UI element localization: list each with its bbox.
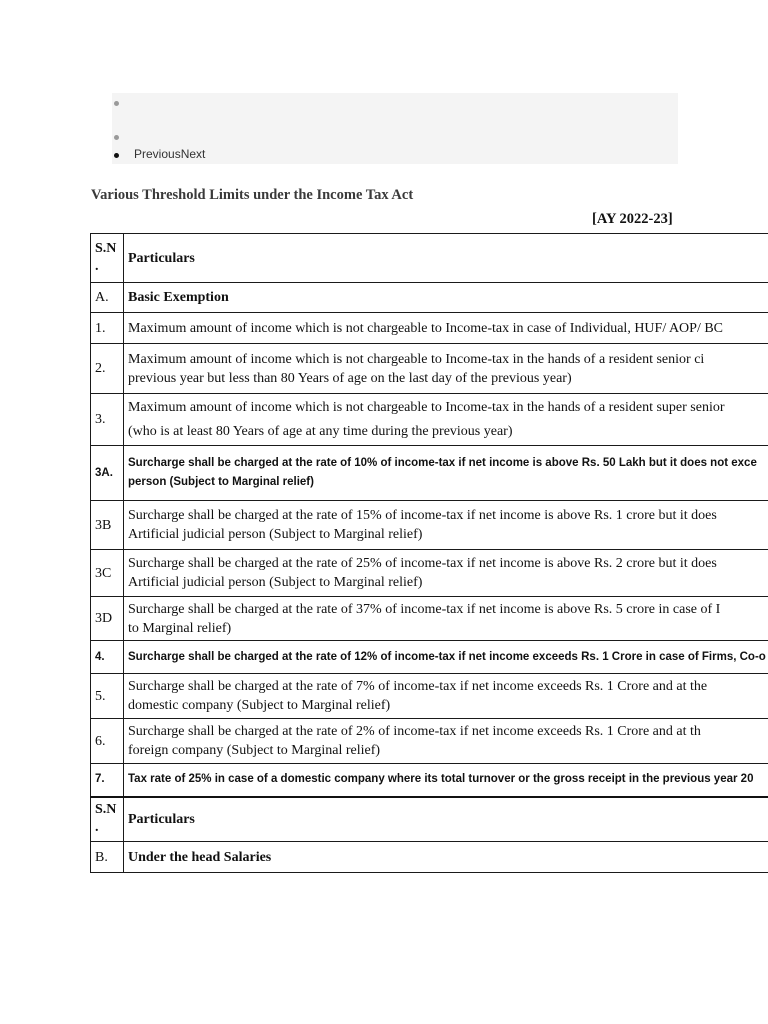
row-sn: 2.: [91, 344, 124, 394]
table-row: [91, 344, 768, 394]
threshold-table-body: [91, 234, 768, 873]
table-row: [91, 597, 768, 641]
row-text-continued: to Marginal relief): [128, 620, 232, 636]
table-row: [91, 797, 768, 842]
row-text-continued: person (Subject to Marginal relief): [128, 476, 314, 488]
assessment-year: [AY 2022-23]: [592, 211, 673, 227]
row-text: Surcharge shall be charged at the rate of 2% of income-tax if net income exceeds Rs. 1 Crore and at th: [128, 724, 701, 739]
table-row: [91, 283, 768, 313]
previous-button[interactable]: Previous: [134, 147, 181, 161]
row-sn: 3.: [91, 394, 124, 446]
slide-navigation: [112, 93, 678, 164]
row-text: Surcharge shall be charged at the rate of 15% of income-tax if net income is above Rs. 1 crore but it does: [128, 508, 717, 523]
row-sn: 5.: [91, 674, 124, 719]
row-text-continued: (who is at least 80 Years of age at any time during the previous year): [128, 424, 513, 439]
row-text-continued: Artificial judicial person (Subject to Marginal relief): [128, 575, 423, 590]
row-text: Tax rate of 25% in case of a domestic company where its total turnover or the gross receipt in the previous year 20: [128, 773, 754, 786]
row-particulars: [124, 597, 768, 641]
row-particulars: [124, 550, 768, 597]
row-text: Surcharge shall be charged at the rate of 37% of income-tax if net income is above Rs. 5 crore in case of I: [128, 601, 721, 617]
row-sn: 4.: [91, 641, 124, 674]
row-particulars: [124, 674, 768, 719]
table-row: [91, 394, 768, 446]
row-text: Surcharge shall be charged at the rate of 7% of income-tax if net income exceeds Rs. 1 Crore and at the: [128, 679, 708, 694]
row-text: Maximum amount of income which is not chargeable to Income-tax in case of Individual, HUF/ AOP/ BC: [128, 320, 724, 336]
table-row: [91, 842, 768, 873]
bullet-icon: [114, 135, 119, 140]
row-text: Basic Exemption: [128, 290, 229, 305]
row-sn: 3B: [91, 501, 124, 550]
row-text-continued: foreign company (Subject to Marginal relief): [128, 743, 381, 758]
table-row: [91, 550, 768, 597]
bullet-icon: [114, 101, 119, 106]
table-row: [91, 764, 768, 797]
row-sn: S.N .: [91, 234, 124, 283]
row-text-continued: domestic company (Subject to Marginal relief): [128, 698, 391, 713]
row-sn: B.: [91, 842, 124, 873]
row-particulars: [124, 764, 768, 797]
row-particulars: [124, 394, 768, 446]
table-row: [91, 234, 768, 283]
row-text: Surcharge shall be charged at the rate of 10% of income-tax if net income is above Rs. 50 Lakh but it does not exce: [128, 457, 757, 469]
row-particulars: [124, 344, 768, 394]
document-title: Various Threshold Limits under the Income Tax Act: [91, 187, 414, 203]
row-particulars: [124, 283, 768, 313]
threshold-table-wrapper: [90, 233, 768, 873]
row-text: Particulars: [128, 811, 195, 827]
table-row: [91, 501, 768, 550]
bullet-icon: [114, 153, 119, 158]
row-text-continued: Artificial judicial person (Subject to Marginal relief): [128, 527, 423, 542]
row-sn: S.N .: [91, 797, 124, 842]
row-text: Maximum amount of income which is not chargeable to Income-tax in the hands of a resident super senior: [128, 400, 725, 415]
row-sn: 1.: [91, 313, 124, 344]
row-sn: 7.: [91, 764, 124, 797]
row-text: Under the head Salaries: [128, 849, 272, 865]
row-sn: 6.: [91, 719, 124, 764]
row-particulars: [124, 501, 768, 550]
row-text: Surcharge shall be charged at the rate of 25% of income-tax if net income is above Rs. 2 crore but it does: [128, 556, 717, 571]
row-sn: A.: [91, 283, 124, 313]
row-text: Particulars: [128, 250, 195, 266]
row-sn: 3A.: [91, 446, 124, 501]
row-particulars: [124, 641, 768, 674]
row-sn: 3D: [91, 597, 124, 641]
row-sn: 3C: [91, 550, 124, 597]
row-particulars: [124, 446, 768, 501]
nav-links: [134, 147, 205, 161]
row-particulars: [124, 313, 768, 344]
threshold-table: [90, 233, 768, 873]
table-row: [91, 641, 768, 674]
row-particulars: [124, 719, 768, 764]
row-text: Maximum amount of income which is not chargeable to Income-tax in the hands of a resident senior ci: [128, 351, 705, 367]
row-particulars: [124, 797, 768, 842]
row-particulars: [124, 234, 768, 283]
table-row: [91, 719, 768, 764]
row-text-continued: previous year but less than 80 Years of age on the last day of the previous year): [128, 370, 572, 386]
row-particulars: [124, 842, 768, 873]
row-text: Surcharge shall be charged at the rate of 12% of income-tax if net income exceeds Rs. 1 Crore in case of Firms, Co-o: [128, 650, 766, 663]
next-button[interactable]: Next: [180, 147, 206, 161]
table-row: [91, 446, 768, 501]
table-row: [91, 674, 768, 719]
table-row: [91, 313, 768, 344]
